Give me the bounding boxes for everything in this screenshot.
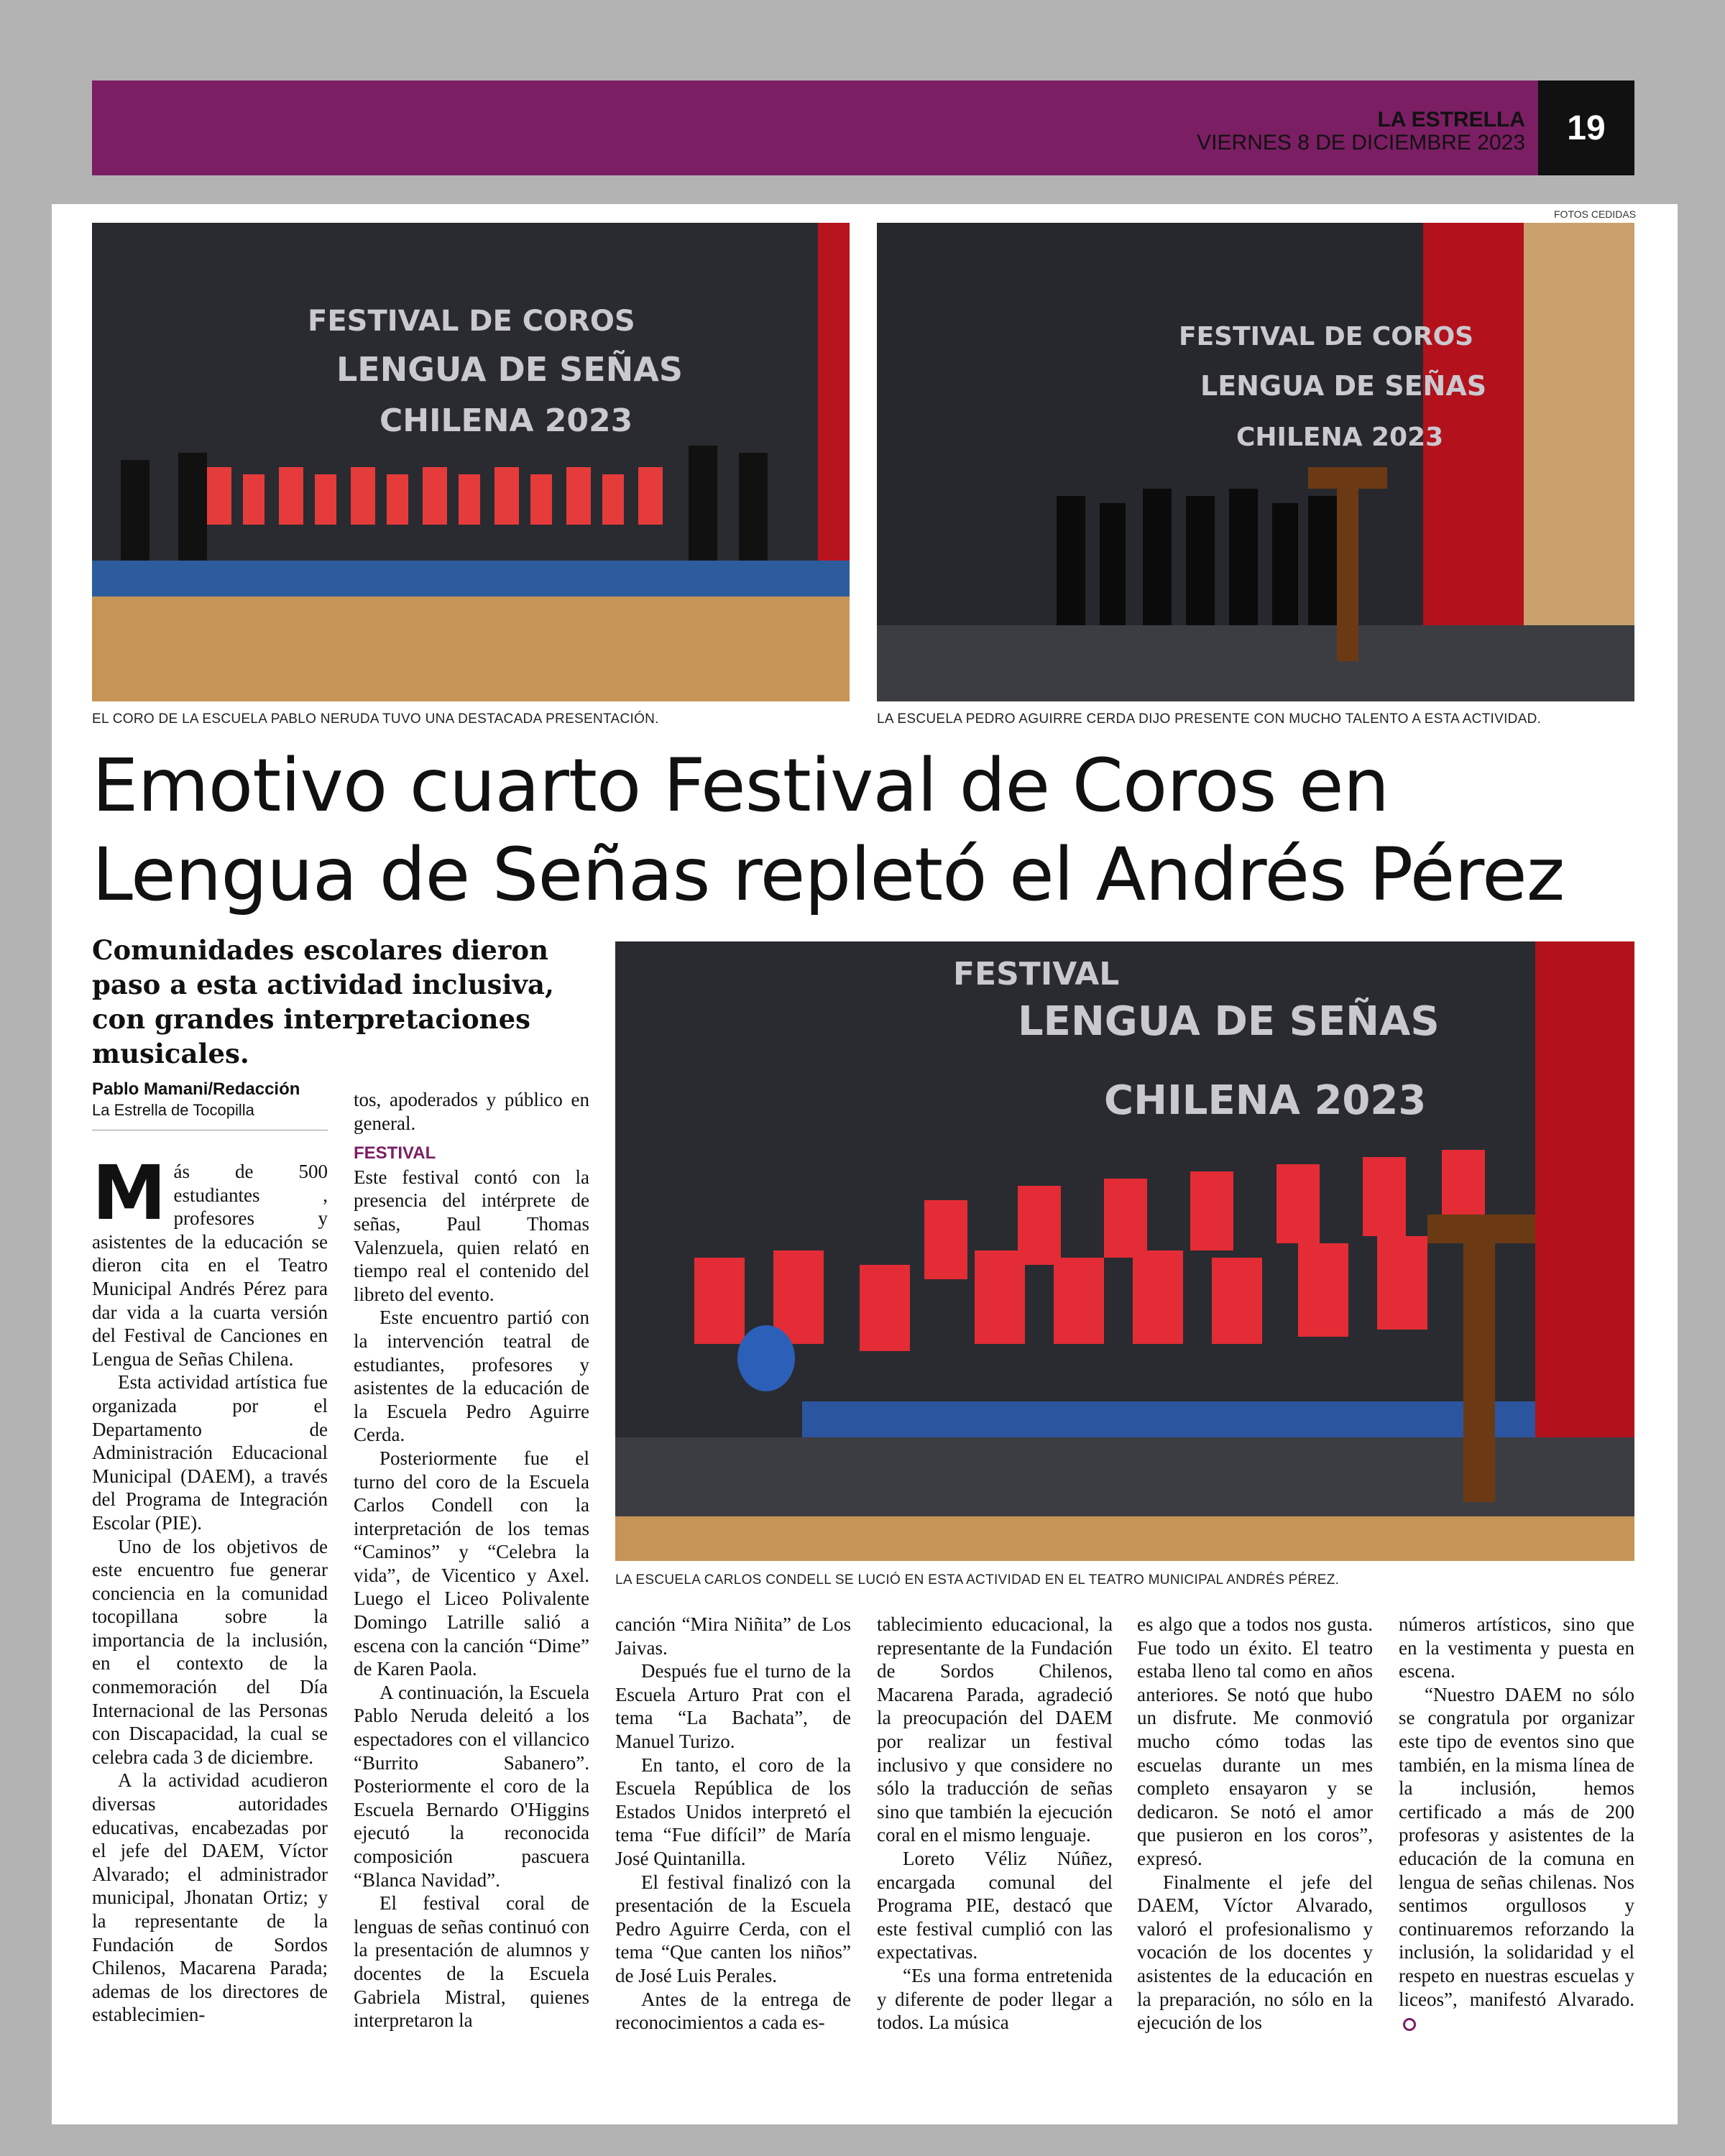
photo-pedro-aguirre-cerda bbox=[877, 223, 1634, 701]
byline-author: Pablo Mamani/Redacción bbox=[92, 1079, 300, 1099]
article-paragraph: Posteriormente fue el turno del coro de la Escuela Carlos Condell con la interpretación de los temas “Caminos” y “Celebra la vida”, de Vicentico y Axel. Luego el Liceo Polivalente Domingo Latrille salió a escena con la canción “Dime” de Karen Paola. bbox=[354, 1447, 589, 1680]
caption-top-right: LA ESCUELA PEDRO AGUIRRE CERDA DIJO PRESENTE CON MUCHO TALENTO A ESTA ACTIVIDAD. bbox=[877, 711, 1542, 727]
article-column-2 bbox=[354, 1088, 589, 2032]
stage-sign-line1: FESTIVAL DE COROS bbox=[308, 305, 635, 338]
photo-credit: FOTOS CEDIDAS bbox=[1554, 208, 1637, 220]
stage-sign-line3: CHILENA 2023 bbox=[1236, 423, 1444, 452]
headline: Emotivo cuarto Festival de Coros en Lengua de Señas repletó el Andrés Pérez bbox=[92, 743, 1565, 918]
section-subhead: FESTIVAL bbox=[354, 1143, 436, 1164]
stage-sign-line2: LENGUA DE SEÑAS bbox=[336, 350, 683, 389]
article-paragraph: Antes de la entrega de reconocimientos a cada es- bbox=[615, 1988, 851, 2034]
article-paragraph: Después fue el turno de la Escuela Arturo Prat con el tema “La Bachata”, de Manuel Turizo. bbox=[615, 1660, 851, 1752]
stage-sign-line1: FESTIVAL bbox=[953, 956, 1120, 992]
photo-carlos-condell-choir-image bbox=[615, 941, 1634, 1561]
header-bar bbox=[92, 80, 1634, 175]
article-paragraph: El festival coral de lenguas de señas continuó con la presentación de alumnos y docentes de la Escuela Gabriela Mistral, quienes interpretaron la bbox=[354, 1892, 589, 2032]
article-paragraph: Loreto Véliz Núñez, encargada comunal del Programa PIE, destacó que este festival cumplió con las expectativas. bbox=[877, 1847, 1113, 1963]
article-paragraph: A continuación, la Escuela Pablo Neruda deleitó a los espectadores con el villancico “Burrito Sabanero”. Posteriormente el coro de la Escuela Bernardo O'Higgins ejecutó la reconocida composición pascuera “Blanca Navidad”. bbox=[354, 1681, 589, 1891]
article-column-6 bbox=[1399, 1613, 1634, 2035]
article-column-1 bbox=[92, 1149, 328, 2027]
caption-main: LA ESCUELA CARLOS CONDELL SE LUCIÓ EN ESTA ACTIVIDAD EN EL TEATRO MUNICIPAL ANDRÉS PÉREZ. bbox=[615, 1572, 1340, 1588]
stage-sign-line2: LENGUA DE SEÑAS bbox=[1200, 370, 1487, 402]
publication-date: VIERNES 8 DE DICIEMBRE 2023 bbox=[1197, 131, 1525, 155]
article-paragraph bbox=[92, 1149, 328, 1370]
deck-subtitle: Comunidades escolares dieron paso a esta actividad inclusiva, con grandes interpretaciones musicales. bbox=[92, 934, 554, 1069]
article-paragraph: El festival finalizó con la presentación de la Escuela Pedro Aguirre Cerda, con el tema “Que canten los niños” de José Luis Perales. bbox=[615, 1871, 851, 1986]
article-paragraph: tablecimiento educacional, la representante de la Fundación de Sordos Chilenos, Macarena Parada, agradeció la preocupación del DAEM por realizar un festival inclusivo y que considere no sólo la traducción de señas sino que también la ejecución coral en el mismo lenguaje. bbox=[877, 1613, 1113, 1846]
article-text: ás de 500 estudiantes , profesores y asistentes de la educación se dieron cita en el Teatro Municipal Andrés Pérez para dar vida a la cuarta versión del Festival de Canciones en Lengua de Señas Chilena. bbox=[92, 1161, 328, 1370]
photo-pablo-neruda-choir bbox=[92, 223, 850, 701]
byline-org: La Estrella de Tocopilla bbox=[92, 1101, 254, 1119]
article-paragraph: “Es una forma entretenida y diferente de poder llegar a todos. La música bbox=[877, 1964, 1113, 2034]
article-paragraph: Este festival contó con la presencia del intérprete de señas, Paul Thomas Valenzuela, quien relató en tiempo real el contenido del libreto del evento. bbox=[354, 1166, 589, 1305]
article-paragraph: Esta actividad artística fue organizada por el Departamento de Administración Educacional Municipal (DAEM), a través del Programa de Integración Escolar (PIE). bbox=[92, 1371, 328, 1534]
article-text: “Nuestro DAEM no sólo se congratula por organizar este tipo de eventos sino que también, en la misma línea de la inclusión, hemos certificado a más de 200 profesoras y asistentes de la educación de la comuna en lengua de señas chilenas. Nos sentimos orgullosos y continuaremos reforzando la inclusión, la solidaridad y el respeto en nuestras escuelas y liceos”, manifestó Alvarado. bbox=[1399, 1683, 1634, 2010]
stage-sign-line3: CHILENA 2023 bbox=[380, 402, 633, 439]
article-paragraph bbox=[1399, 1683, 1634, 2035]
stage-sign-line2: LENGUA DE SEÑAS bbox=[1018, 998, 1440, 1045]
end-mark-icon bbox=[1403, 2018, 1416, 2031]
header-masthead bbox=[1197, 109, 1525, 154]
photo-carlos-condell-choir bbox=[615, 941, 1634, 1561]
caption-top-left: EL CORO DE LA ESCUELA PABLO NERUDA TUVO UNA DESTACADA PRESENTACIÓN. bbox=[92, 711, 659, 727]
article-paragraph: Uno de los objetivos de este encuentro fue generar conciencia en la comunidad tocopillana sobre la importancia de la inclusión, en el contexto de la conmemoración del Día Internacional de las Personas con Discapacidad, la cual se celebra cada 3 de diciembre. bbox=[92, 1535, 328, 1768]
drop-cap: M bbox=[92, 1149, 167, 1237]
article-paragraph: A la actividad acudieron diversas autoridades educativas, encabezadas por el jefe del DAEM, Víctor Alvarado; el administrador municipal, Jhonatan Ortiz; y la representante de la Fundación de Sordos Chilenos, Macarena Parada; ademas de los directores de establecimien- bbox=[92, 1769, 328, 2026]
article-paragraph: es algo que a todos nos gusta. Fue todo un éxito. El teatro estaba lleno tal como en años anteriores. Se notó que hubo un disfrute. Me conmovió mucho cómo todas las escuelas durante un mes completo ensayaron y se dedicaron. Se notó el amor que pusieron en los coros”, expresó. bbox=[1137, 1613, 1373, 1869]
article-column-4 bbox=[877, 1613, 1113, 2035]
photo-pedro-aguirre-cerda-image bbox=[877, 223, 1634, 701]
article-paragraph: números artísticos, sino que en la vestimenta y puesta en escena. bbox=[1399, 1613, 1634, 1682]
stage-sign-line3: CHILENA 2023 bbox=[1104, 1077, 1427, 1124]
photo-pablo-neruda-choir-image bbox=[92, 223, 850, 701]
article-paragraph: tos, apoderados y público en general. bbox=[354, 1089, 589, 1134]
article-column-5 bbox=[1137, 1613, 1373, 2035]
publication-name: LA ESTRELLA bbox=[1377, 108, 1525, 132]
article-column-3 bbox=[615, 1613, 851, 2035]
byline bbox=[92, 1079, 300, 1120]
page-number: 19 bbox=[1538, 80, 1634, 175]
article-paragraph: Este encuentro partió con la intervención teatral de estudiantes, profesores y asistentes de la educación de la Escuela Pedro Aguirre Cerda. bbox=[354, 1307, 589, 1446]
article-paragraph: En tanto, el coro de la Escuela República de los Estados Unidos interpretó el tema “Fue difícil” de María José Quintanilla. bbox=[615, 1754, 851, 1869]
article-paragraph: canción “Mira Niñita” de Los Jaivas. bbox=[615, 1613, 851, 1659]
article-paragraph: Finalmente el jefe del DAEM, Víctor Alvarado, valoró el profesionalismo y vocación de los docentes y asistentes de la educación en la preparación, no sólo en la ejecución de los bbox=[1137, 1871, 1373, 2034]
drum bbox=[737, 1325, 795, 1391]
stage-sign-line1: FESTIVAL DE COROS bbox=[1179, 322, 1474, 351]
